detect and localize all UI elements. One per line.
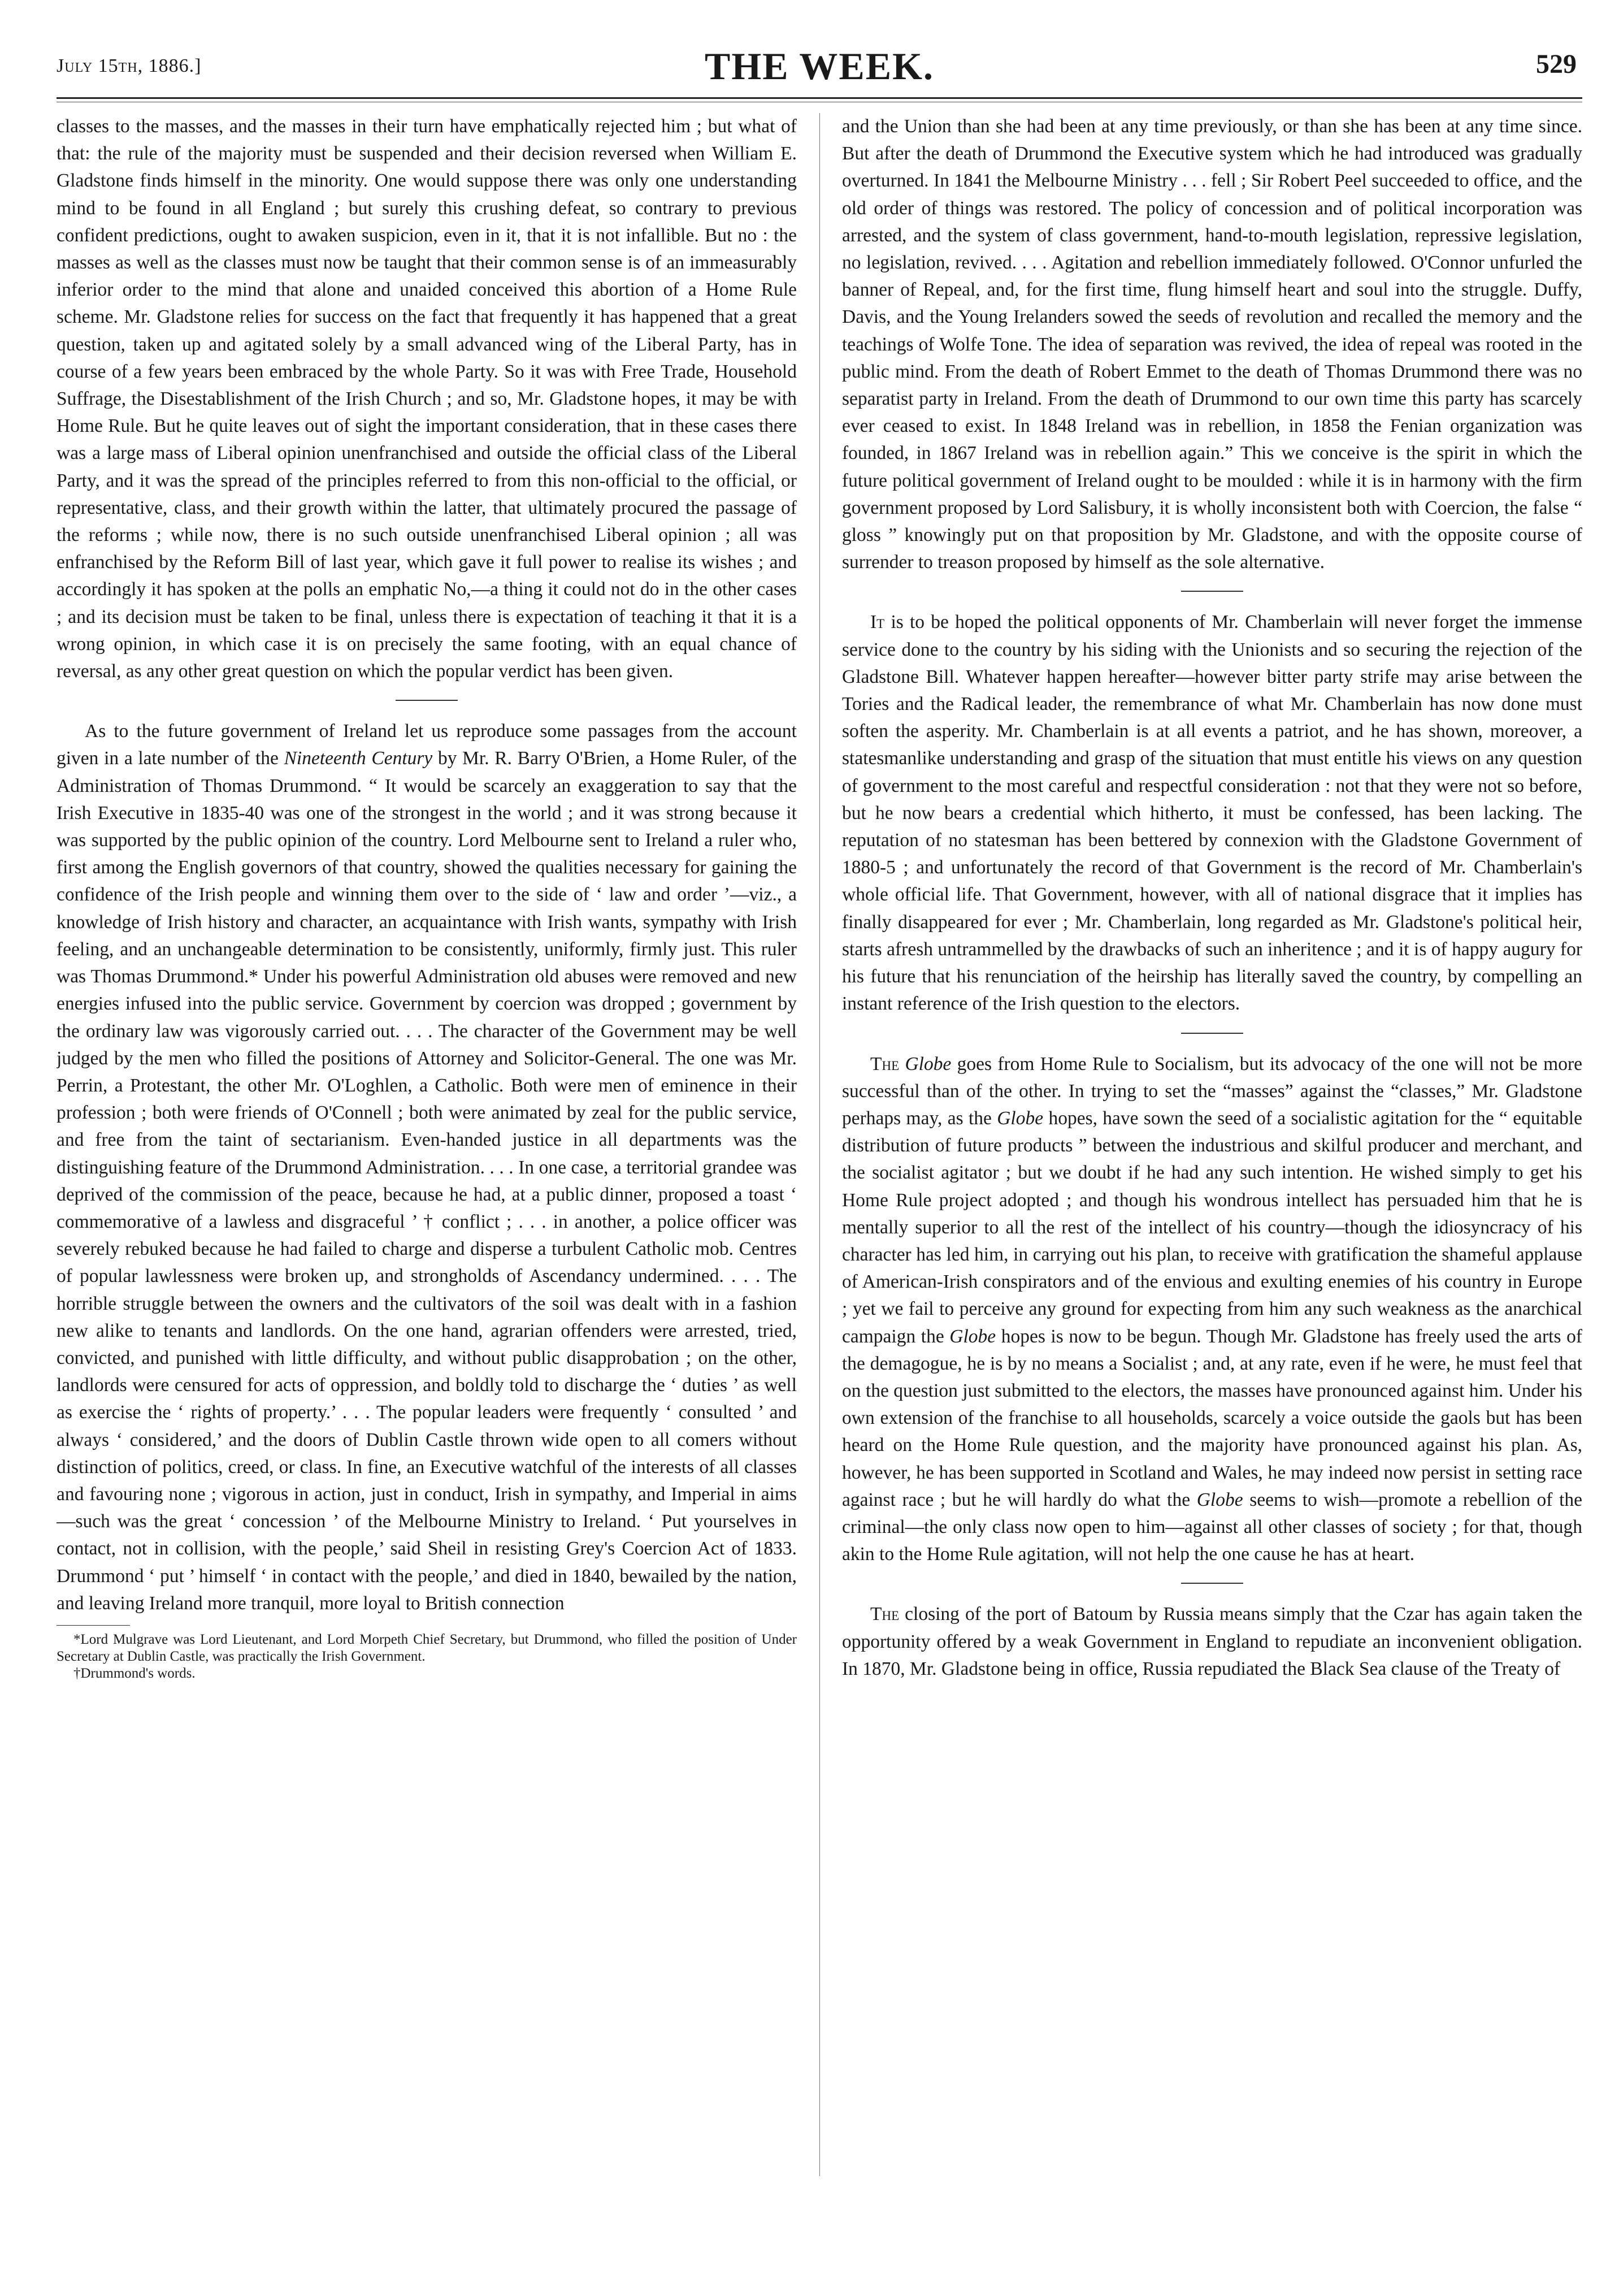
- masthead-title: THE WEEK.: [705, 45, 934, 88]
- article-paragraph: classes to the masses, and the masses in their turn have emphatically rejected him ; but what of that: the rule of the majority must be suspended and their decision reversed when William E. Gladstone finds himself in the minority. One would suppose there was only one understanding mind to be found in all England ; but surely this crushing defeat, so contrary to previous confident predictions, ought to awaken suspicion, even in it, that it is not infallible. But no : the masses as well as the classes must now be taught that their common sense is of an immeasurably inferior order to the mind that alone and unaided conceived this abortion of a Home Rule scheme. Mr. Gladstone relies for success on the fact that frequently it has happened that a great question, taken up and agitated solely by a small advanced wing of the Liberal Party, has in course of a few years been embraced by the whole Party. So it was with Free Trade, Household Suffrage, the Disestablishment of the Irish Church ; and so, Mr. Gladstone hopes, it may be with Home Rule. But he quite leaves out of sight the important consideration, that in these cases there was a large mass of Liberal opinion unenfranchised and outside the official class of the Liberal Party, and it was the spread of the principles referred to from this non-official to the official, or representative, class, and their growth within the latter, that ultimately procured the passage of the reforms ; while now, there is no such outside unenfranchised Liberal opinion ; all was enfranchised by the Reform Bill of last year, which gave it full power to realise its wishes ; and accordingly it has spoken at the polls an emphatic No,—a thing it could not do in the other cases ; and its decision must be taken to be final, unless there is expectation of teaching it that it is a wrong opinion, in which case it is on precisely the same footing, with an equal chance of reversal, as any other great question on which the popular verdict has been given.: [57, 116, 797, 682]
- text-run: As to the future government of Ireland let us reproduce some passages from the account given in a late number of the: [57, 721, 797, 769]
- article-paragraph: [57, 718, 797, 1617]
- newspaper-title: Globe: [1196, 1489, 1243, 1510]
- text-run: by Mr. R. Barry O'Brien, a Home Ruler, of the Administration of Thomas Drummond. “ It would be scarcely an exaggeration to say that the Irish Executive in 1835-40 was one of the strongest in the world ; and it was strong because it was supported by the public opinion of the country. Lord Melbourne sent to Ireland a ruler who, first among the English governors of that country, showed the qualities necessary for gaining the confidence of the Irish people and winning them over to the side of ‘ law and order ’—viz., a knowledge of Irish history and character, an acquaintance with Irish wants, sympathy with Irish feeling, and an unchangeable determination to be consistently, uniformly, firmly just. This ruler was Thomas Drummond.* Under his powerful Administration old abuses were removed and new energies infused into the public service. Government by coercion was dropped ; government by the ordinary law was vigorously carried out. . . . The character of the Government may be well judged by the men who filled the positions of Attorney and Solicitor-General. The one was Mr. Perrin, a Protestant, the other Mr. O'Loghlen, a Catholic. Both were men of eminence in their profession ; both were friends of O'Connell ; both were animated by zeal for the public service, and free from the taint of sectarianism. Even-handed justice in all departments was the distinguishing feature of the Drummond Administration. . . . In one case, a territorial grandee was deprived of the commission of the peace, because he had, at a public dinner, proposed a toast ‘ commemorative of a lawless and disgraceful ’ † conflict ; . . . in another, a police officer was severely rebuked because he had failed to charge and disperse a turbulent Catholic mob. Centres of popular lawlessness were broken up, and strongholds of Ascendancy undermined. . . . The horrible struggle between the owners and the cultivators of the soil was dealt with in a fashion new alike to tenants and landlords. On the one hand, agrarian offenders were arrested, tried, convicted, and punished with little difficulty, and without public disapprobation ; on the other, landlords were censured for acts of oppression, and boldly told to discharge the ‘ duties ’ as well as exercise the ‘ rights of property.’ . . . The popular leaders were frequently ‘ consulted ’ and always ‘ considered,’ and the doors of Dublin Castle thrown wide open to all comers without distinction of politics, creed, or class. In fine, an Executive watchful of the interests of all classes and favouring none ; vigorous in action, just in conduct, Irish in sympathy, and Imperial in aims—such was the great ‘ concession ’ of the Melbourne Ministry to Ireland. ‘ Put yourselves in contact, not in collision, with the people,’ said Sheil in resisting Grey's Coercion Act of 1833. Drummond ‘ put ’ himself ‘ in contact with the people,’ and died in 1840, bewailed by the nation, and leaving Ireland more tranquil, more loyal to British connection: [57, 748, 797, 1614]
- newspaper-page: [57, 34, 1582, 2272]
- magazine-title: Nineteenth Century: [284, 748, 433, 769]
- column-divider: [819, 113, 820, 2176]
- section-separator: [1181, 1033, 1243, 1034]
- section-separator: [396, 700, 458, 701]
- header-rule: [57, 97, 1582, 99]
- section-separator: [1181, 1583, 1243, 1584]
- newspaper-title: Globe: [905, 1053, 952, 1075]
- page-number: 529: [1536, 49, 1577, 79]
- text-run: is to be hoped the political opponents of Mr. Chamberlain will never forget the immense service done to the country by his siding with the Unionists and so securing the rejection of the Gladstone Bill. Whatever happen hereafter—however bitter party strife may arise between the Tories and the Radical leader, the remembrance of what Mr. Chamberlain has now done must soften the asperity. Mr. Chamberlain is at all events a patriot, and he has shown, moreover, a statesmanlike understanding and grasp of the situation that must entitle his views on any question of government to the most careful and respectful consideration : not that they were not so before, but he now bears a credential which hitherto, it must be confessed, has been lacking. The reputation of no statesman has been bettered by connexion with the Gladstone Government of 1880-5 ; and unfortunately the record of that Government is the record of Mr. Chamberlain's whole official life. That Government, however, with all of national disgrace that it implies has finally disappeared for ever ; Mr. Chamberlain, long regarded as Mr. Gladstone's political heir, starts afresh untrammelled by the drawbacks of such an inheritence ; and it is of happy augury for his future that his renunciation of the heirship has literally saved the country, by compelling an instant reference of the Irish question to the electors.: [842, 612, 1582, 1015]
- text-run: goes from Home Rule to Socialism, but its advocacy of the one will not be more successful than of the other. In trying to set the “masses” against the “classes,” Mr. Gladstone perhaps may, as the: [842, 1053, 1582, 1129]
- footnote: †Drummond's words.: [73, 1665, 196, 1681]
- text-run: closing of the port of Batoum by Russia means simply that the Czar has again taken the opportunity offered by a weak Government in England to repudiate an inconvenient obligation. In 1870, Mr. Gladstone being in office, Russia repudiated the Black Sea clause of the Treaty of: [842, 1604, 1582, 1679]
- page-header: [57, 34, 1582, 90]
- lead-word: It: [870, 612, 885, 633]
- article-paragraph: [842, 1601, 1582, 1683]
- text-run: seems to wish—promote a rebellion of the criminal—the only class now open to him—against all other classes of society ; for that, though akin to the Home Rule agitation, will not help the one cause he has at heart.: [842, 1489, 1582, 1565]
- lead-word: The: [870, 1053, 900, 1075]
- issue-date: July 15th, 1886.]: [57, 55, 202, 76]
- footnote: *Lord Mulgrave was Lord Lieutenant, and Lord Morpeth Chief Secretary, but Drummond, who filled the position of Under Secretary at Dublin Castle, was practically the Irish Government.: [57, 1631, 797, 1664]
- right-column: [842, 113, 1582, 2255]
- article-paragraph: [842, 1051, 1582, 1569]
- text-run: hopes is now to be begun. Though Mr. Gladstone has freely used the arts of the demagogue, he is by no means a Socialist ; and, at any rate, even if he were, he must feel that on the question just submitted to the electors, the masses have pronounced against him. Under his own extension of the franchise to all households, scarcely a voice outside the gaols but has been heard on the Home Rule question, and the majority have pronounced against his plan. As, however, he has been supported in Scotland and Wales, he may indeed now persist in setting race against race ; but he will hardly do what the: [842, 1325, 1582, 1510]
- text-run: hopes, have sown the seed of a socialistic agitation for the “ equitable distribution of future products ” between the industrious and skilful producer and merchant, and the socialist agitator ; but we doubt if he had any such intention. He wished simply to get his Home Rule project adopted ; and though his wondrous intellect has persuaded him that he is mentally superior to all the rest of the intellect of his country—though the idiosyncracy of his character has led him, in carrying out his plan, to receive with gratification the shameful applause of American-Irish conspirators and of the envious and exulting enemies of his country in Europe ; yet we fail to perceive any ground for expecting from him any such weakness as the anarchical campaign the: [842, 1107, 1582, 1347]
- newspaper-title: Globe: [949, 1325, 996, 1347]
- section-separator: [1181, 591, 1243, 592]
- newspaper-title: Globe: [997, 1107, 1044, 1129]
- article-paragraph: and the Union than she had been at any time previously, or than she has been at any time since. But after the death of Drummond the Executive system which he had introduced was gradually overturned. In 1841 the Melbourne Ministry . . . fell ; Sir Robert Peel succeeded to office, and the old order of things was restored. The policy of concession and of political incorporation was arrested, and the system of class government, hand-to-mouth legislation, repressive legislation, no legislation, revived. . . . Agitation and rebellion immediately followed. O'Connor unfurled the banner of Repeal, and, for the first time, flung himself heart and soul into the struggle. Duffy, Davis, and the Young Irelanders sowed the seeds of revolution and recalled the memory and the teachings of Wolfe Tone. The idea of separation was revived, the idea of repeal was rooted in the public mind. From the death of Robert Emmet to the death of Thomas Drummond there was no separatist party in Ireland. From the death of Drummond to our own time this party has scarcely ever ceased to exist. In 1848 Ireland was in rebellion, in 1858 the Fenian organization was founded, in 1867 Ireland was in rebellion again.” This we conceive is the spirit in which the future political government of Ireland ought to be moulded : while it is in harmony with the firm government proposed by Lord Salisbury, it is wholly inconsistent both with Coercion, the false “ gloss ” knowingly put on that proposition by Mr. Gladstone, and with the opposite course of surrender to treason proposed by himself as the sole alternative.: [842, 116, 1582, 573]
- lead-word: The: [870, 1604, 900, 1625]
- footnote-rule: [57, 1625, 130, 1626]
- article-paragraph: [842, 609, 1582, 1017]
- left-column: [57, 113, 797, 2255]
